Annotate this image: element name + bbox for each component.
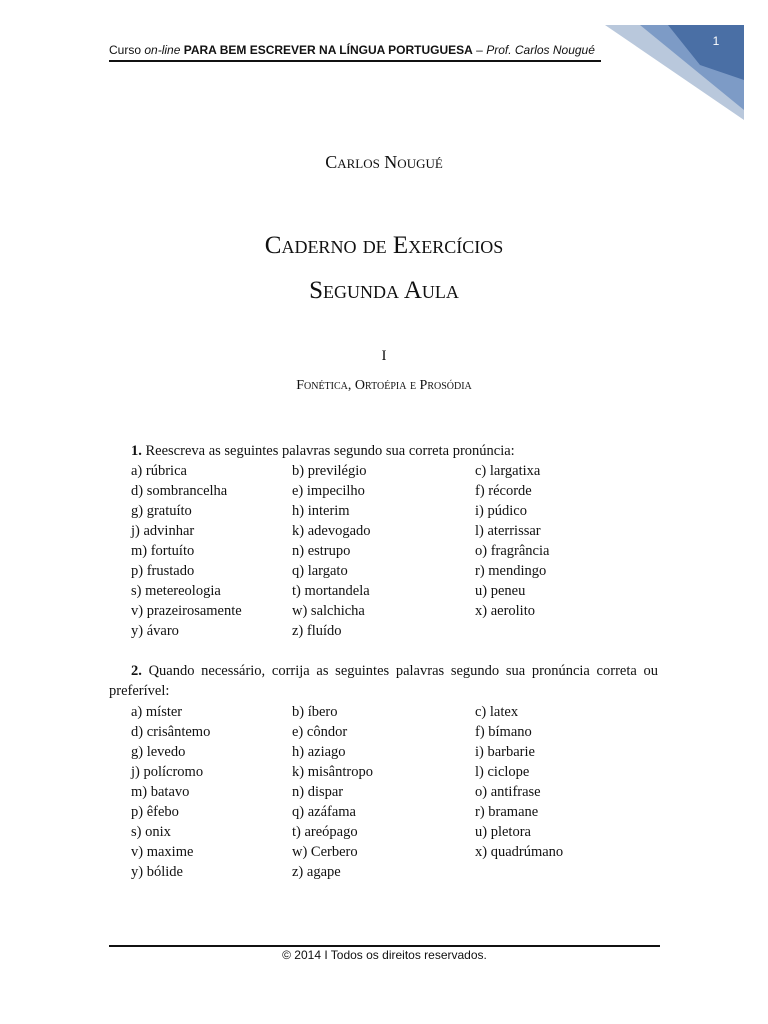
word-item: e) côndor xyxy=(292,724,348,740)
question-1-word-list xyxy=(131,461,655,641)
corner-page-decoration-icon xyxy=(0,0,768,130)
word-item: a) rúbrica xyxy=(131,463,187,479)
word-item: z) fluído xyxy=(292,623,342,639)
word-item: b) previlégio xyxy=(292,463,367,479)
word-item: l) aterrissar xyxy=(475,523,541,539)
document-subtitle: Segunda Aula xyxy=(309,277,459,304)
header-dash: – xyxy=(472,43,487,57)
word-item: c) largatixa xyxy=(475,463,541,479)
section-number: I xyxy=(381,348,387,364)
word-item: h) aziago xyxy=(292,744,346,760)
word-item: k) misântropo xyxy=(292,764,373,780)
question-2-number: 2. xyxy=(131,663,142,679)
word-item: y) ávaro xyxy=(131,623,179,639)
word-item: o) antifrase xyxy=(475,784,541,800)
word-item: z) agape xyxy=(292,864,341,880)
word-item: p) êfebo xyxy=(131,804,179,820)
question-2-word-list xyxy=(131,702,655,882)
word-item: l) ciclope xyxy=(475,764,530,780)
word-item: u) peneu xyxy=(475,583,526,599)
word-item: d) sombrancelha xyxy=(131,483,228,499)
word-item: j) advinhar xyxy=(131,523,195,539)
word-item: f) récorde xyxy=(475,483,532,499)
word-item: m) fortuíto xyxy=(131,543,195,559)
section-title: Fonética, Ortoépia e Prosódia xyxy=(296,378,472,393)
word-item: t) areópago xyxy=(292,824,358,840)
word-item: o) fragrância xyxy=(475,543,550,559)
word-item: f) bímano xyxy=(475,724,532,740)
word-item: k) adevogado xyxy=(292,523,371,539)
word-item: v) prazeirosamente xyxy=(131,603,242,619)
word-item: r) mendingo xyxy=(475,563,547,579)
word-item: n) estrupo xyxy=(292,543,351,559)
question-2-text: Quando necessário, corrija as seguintes palavras segundo sua pronúncia correta ou preferível: xyxy=(109,663,658,699)
word-item: q) azáfama xyxy=(292,804,356,820)
word-item: a) míster xyxy=(131,704,183,720)
question-1-number: 1. xyxy=(131,443,142,459)
word-item: x) aerolito xyxy=(475,603,535,619)
word-item: y) bólide xyxy=(131,864,183,880)
word-item: g) levedo xyxy=(131,744,186,760)
question-1-prompt xyxy=(131,441,515,461)
word-item: e) impecilho xyxy=(292,483,365,499)
word-item: s) metereologia xyxy=(131,583,221,599)
word-item: c) latex xyxy=(475,704,519,720)
word-item: v) maxime xyxy=(131,844,194,860)
question-1-text: Reescreva as seguintes palavras segundo sua correta pronúncia: xyxy=(141,443,515,459)
word-item: w) salchicha xyxy=(292,603,365,619)
word-item: p) frustado xyxy=(131,563,195,579)
word-item: d) crisântemo xyxy=(131,724,211,740)
word-item: x) quadrúmano xyxy=(475,844,564,860)
header-professor: Prof. Carlos Nougué xyxy=(486,43,595,57)
word-item: b) íbero xyxy=(292,704,338,720)
word-item: i) púdico xyxy=(475,503,527,519)
word-item: g) gratuíto xyxy=(131,503,192,519)
header-course-title: PARA BEM ESCREVER NA LÍNGUA PORTUGUESA xyxy=(180,43,473,57)
question-2-prompt xyxy=(109,661,658,701)
word-item: m) batavo xyxy=(131,784,190,800)
word-item: r) bramane xyxy=(475,804,539,820)
header-prefix: Curso xyxy=(109,43,145,57)
word-item: i) barbarie xyxy=(475,744,535,760)
word-item: n) dispar xyxy=(292,784,344,800)
header-online: on-line xyxy=(144,43,181,57)
word-item: h) interim xyxy=(292,503,350,519)
document-title: Caderno de Exercícios xyxy=(264,232,504,259)
word-item: t) mortandela xyxy=(292,583,370,599)
word-item: s) onix xyxy=(131,824,171,840)
footer-rule xyxy=(109,945,660,947)
word-item: u) pletora xyxy=(475,824,531,840)
word-item: j) polícromo xyxy=(131,764,204,780)
copyright-footer: © 2014 I Todos os direitos reservados. xyxy=(282,948,487,962)
word-item: q) largato xyxy=(292,563,348,579)
word-item: w) Cerbero xyxy=(292,844,358,860)
author-name: Carlos Nougué xyxy=(325,152,443,172)
page-number: 1 xyxy=(712,34,720,48)
